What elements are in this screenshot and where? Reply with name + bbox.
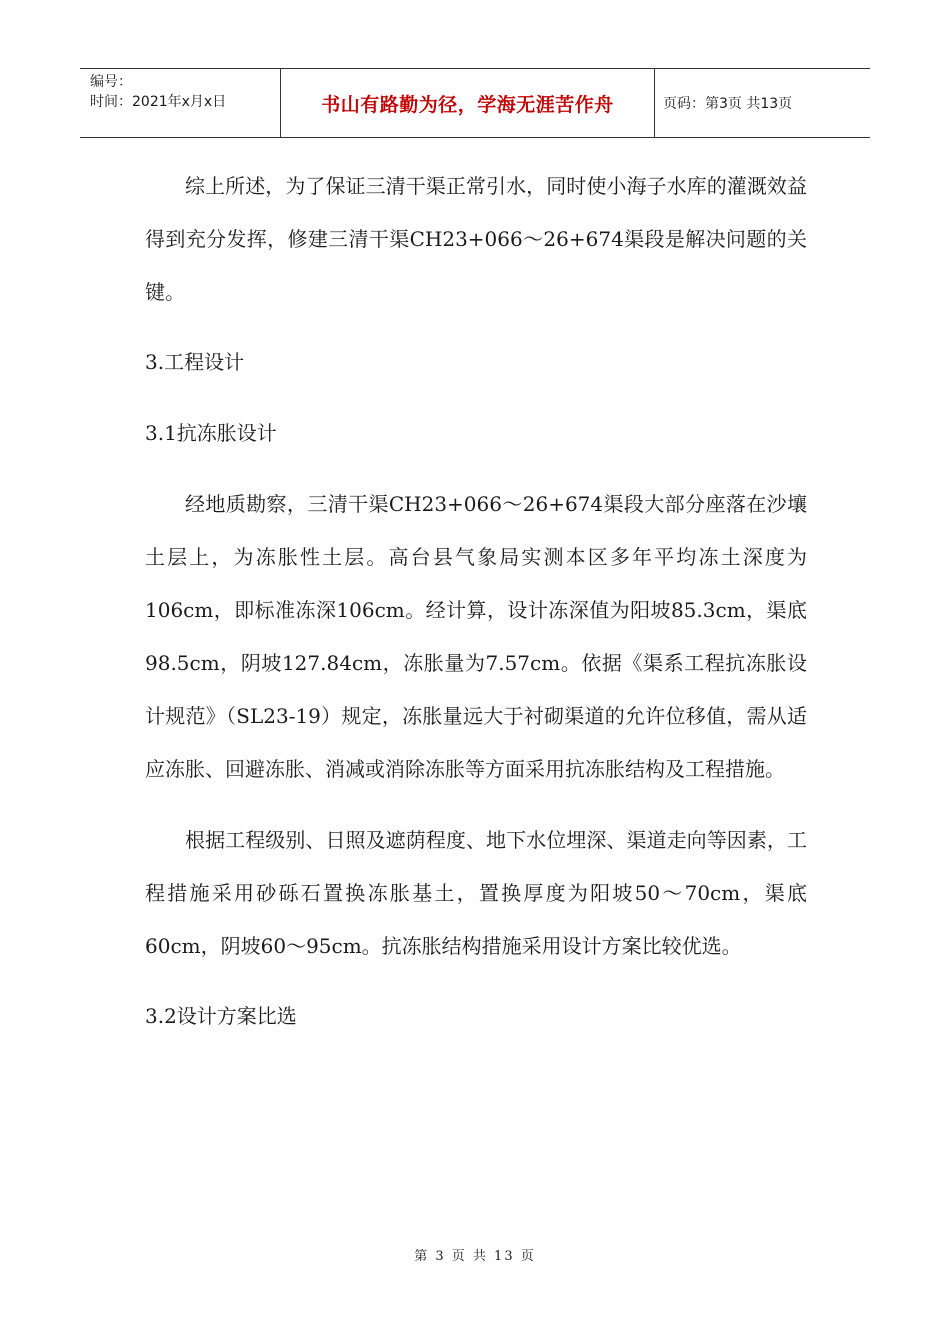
page-header bbox=[80, 68, 870, 138]
date-line: 时间：2021年x月x日 bbox=[90, 94, 227, 110]
document-body bbox=[145, 160, 807, 1043]
header-meta-cell bbox=[80, 69, 281, 137]
header-page-cell bbox=[655, 69, 870, 137]
header-page-info: 页码：第3页 共13页 bbox=[663, 96, 793, 112]
page-footer: 第 3 页 共 13 页 bbox=[414, 1249, 536, 1264]
header-motto-cell bbox=[281, 69, 655, 137]
section-heading-frost-heave-design: 3.1抗冻胀设计 bbox=[145, 421, 277, 445]
motto-text: 书山有路勤为径，学海无涯苦作舟 bbox=[321, 93, 614, 116]
paragraph-summary: 综上所述，为了保证三清干渠正常引水，同时使小海子水库的灌溉效益得到充分发挥，修建三清干渠CH23+066～26+674渠段是解决问题的关键。 bbox=[145, 174, 807, 304]
serial-number-label: 编号： bbox=[90, 74, 132, 90]
paragraph-measures: 根据工程级别、日照及遮荫程度、地下水位埋深、渠道走向等因素，工程措施采用砂砾石置换冻胀基土，置换厚度为阳坡50～70cm，渠底60cm，阴坡60～95cm。抗冻胀结构措施采用设计方案比较优选。 bbox=[145, 828, 807, 958]
section-heading-design-comparison: 3.2设计方案比选 bbox=[145, 1004, 297, 1028]
paragraph-geology: 经地质勘察，三清干渠CH23+066～26+674渠段大部分座落在沙壤土层上，为冻胀性土层。高台县气象局实测本区多年平均冻土深度为106cm，即标准冻深106cm。经计算，设计冻深值为阳坡85.3cm，渠底98.5cm，阴坡127.84cm，冻胀量为7.57cm。依据《渠系工程抗冻胀设计规范》（SL23-19）规定，冻胀量远大于衬砌渠道的允许位移值，需从适应冻胀、回避冻胀、消减或消除冻胀等方面采用抗冻胀结构及工程措施。 bbox=[145, 492, 807, 781]
section-heading-engineering-design: 3.工程设计 bbox=[145, 350, 245, 374]
